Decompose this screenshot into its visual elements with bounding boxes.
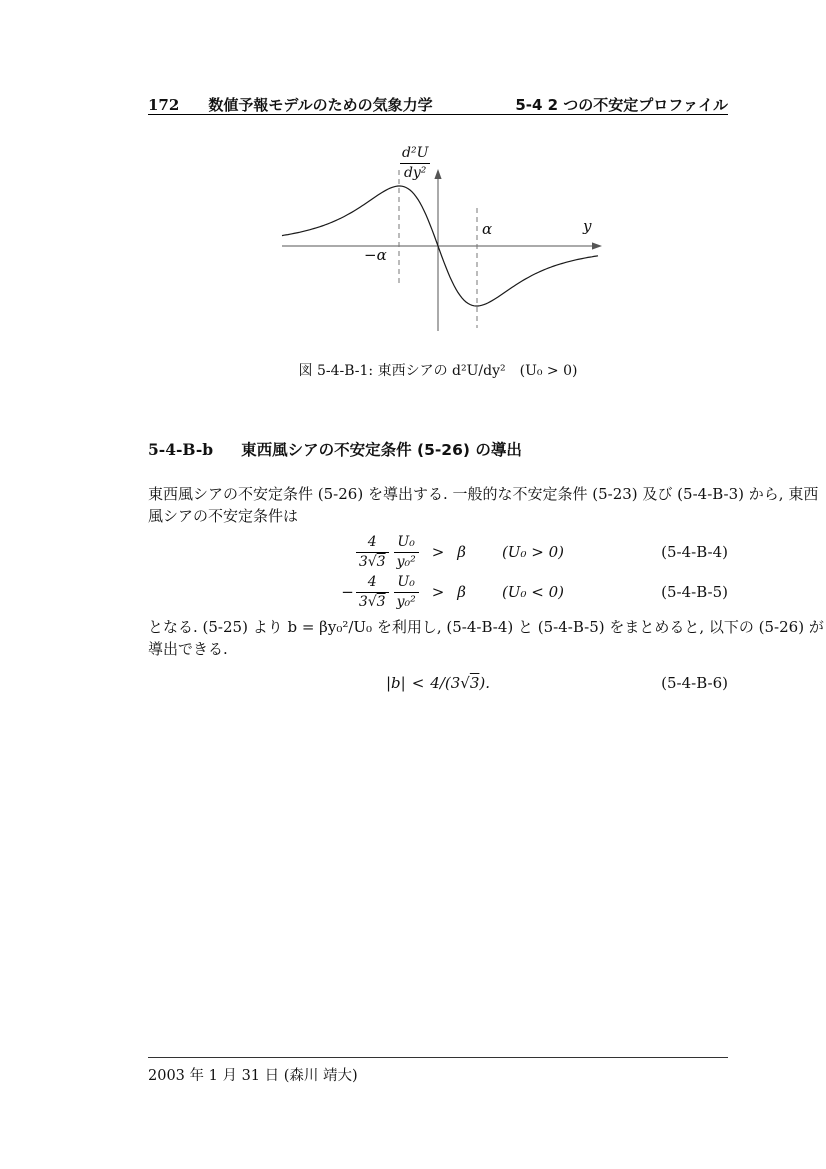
figure-5-4-B-1 — [280, 146, 610, 353]
eq4-radicand: 3 — [376, 553, 386, 570]
equation-5-4-B-6 — [148, 670, 728, 696]
eq5-frac2-denominator: y₀² — [394, 592, 419, 610]
eq5-rhs: β — [457, 583, 466, 601]
section-title: 東西風シアの不安定条件 (5-26) の導出 — [241, 441, 522, 459]
section-number: 5-4-B-b — [148, 440, 214, 459]
eq5-radicand: 3 — [376, 593, 386, 610]
eq4-frac2-denominator: y₀² — [394, 552, 419, 570]
paragraph-2 — [148, 617, 824, 660]
equation-5-4-B-5 — [148, 572, 728, 612]
eq4-number: (5-4-B-4) — [661, 543, 728, 561]
para1-line1: 東西風シアの不安定条件 (5-26) を導出する. 一般的な不安定条件 (5-23) 及び (5-4-B-3) から, 東西 — [148, 485, 819, 503]
header-left — [148, 94, 433, 115]
header-section-title: 5-4 2 つの不安定プロファイル — [515, 96, 728, 114]
footer-rule — [148, 1057, 728, 1058]
eq4-frac2-numerator: U₀ — [397, 534, 415, 551]
footer-date: 2003 年 1 月 31 日 (森川 靖大) — [148, 1068, 358, 1084]
eq4-fraction-1 — [356, 534, 389, 569]
eq5-frac1-numerator: 4 — [367, 574, 377, 591]
ylabel-denominator: dy² — [403, 165, 427, 182]
header-rule — [148, 114, 728, 115]
eq4-relation: > — [431, 543, 445, 561]
eq6-rhs: 4/(3√3). — [430, 674, 491, 692]
ylabel-fraction — [400, 146, 430, 182]
x-axis-arrow-icon — [592, 242, 602, 249]
xlabel-y: y — [583, 217, 592, 235]
eq5-relation: > — [431, 583, 445, 601]
eq4-rhs: β — [457, 543, 466, 561]
eq6-lhs: |b| — [385, 674, 406, 692]
para1-line2: 風シアの不安定条件は — [148, 506, 299, 525]
eq5-sign: − — [341, 583, 354, 601]
ylabel-numerator: d²U — [400, 146, 430, 164]
eq4-fraction-2 — [394, 534, 419, 569]
eq6-number: (5-4-B-6) — [661, 674, 728, 692]
para2-line1: となる. (5-25) より b = βy₀²/U₀ を利用し, (5-4-B-4) と (5-4-B-5) をまとめると, 以下の (5-26) が — [148, 618, 824, 636]
paragraph-1 — [148, 484, 819, 527]
eq5-condition: (U₀ < 0) — [501, 583, 564, 601]
neg-alpha-label: −α — [364, 246, 387, 264]
eq6-radicand: 3 — [469, 674, 480, 692]
eq5-frac2-numerator: U₀ — [397, 574, 415, 591]
eq4-condition: (U₀ > 0) — [501, 543, 564, 561]
eq5-fraction-1 — [356, 574, 389, 609]
page-number: 172 — [148, 96, 180, 114]
eq4-frac1-denominator: 3√3 — [356, 552, 389, 570]
y-axis-arrow-icon — [434, 169, 441, 179]
section-heading — [148, 438, 522, 460]
para2-line2: 導出できる. — [148, 639, 228, 658]
eq5-fraction-2 — [394, 574, 419, 609]
figure-plot — [280, 146, 610, 353]
eq4-frac1-numerator: 4 — [367, 534, 377, 551]
eq5-number: (5-4-B-5) — [661, 583, 728, 601]
eq5-frac1-denominator: 3√3 — [356, 592, 389, 610]
figure-caption: 図 5-4-B-1: 東西シアの d²U/dy² (U₀ > 0) — [298, 363, 578, 379]
eq6-relation: < — [411, 674, 425, 692]
equation-5-4-B-4 — [148, 532, 728, 572]
alpha-label: α — [482, 220, 493, 238]
book-title: 数値予報モデルのための気象力学 — [208, 96, 433, 114]
